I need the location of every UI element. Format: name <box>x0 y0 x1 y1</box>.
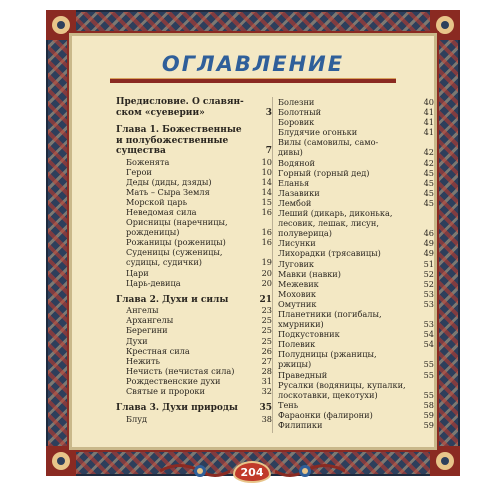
toc-entry-label: Филипики <box>278 420 323 430</box>
toc-entry-label: Глава 2. Духи и силы <box>116 294 229 305</box>
toc-entry-page: 21 <box>259 294 272 305</box>
toc-entry <box>116 237 272 247</box>
toc-entry <box>116 247 272 257</box>
toc-entry-page: 46 <box>423 228 434 239</box>
toc-entry <box>116 227 272 237</box>
toc-entry-label: Водяной <box>278 157 315 168</box>
toc-entry-page: 55 <box>423 359 434 370</box>
toc-entry <box>116 386 272 396</box>
toc-entry <box>116 396 272 403</box>
toc-entry <box>278 127 434 137</box>
toc-entry-label: лесовик, лешак, лисун, <box>278 218 379 229</box>
toc-entry <box>278 329 434 339</box>
toc-entry-page: 10 <box>261 156 272 167</box>
toc-entry-label: Вилы (самовилы, само- <box>278 137 379 148</box>
toc-entry-page: 41 <box>423 127 434 138</box>
toc-entry-label: Боженята <box>126 156 170 167</box>
toc-entry-label: Суденицы (суженицы, <box>126 247 223 258</box>
toc-entry <box>278 259 434 269</box>
toc-entry-page: 26 <box>261 345 272 356</box>
toc-entry-page: 3 <box>265 107 272 118</box>
toc-entry <box>116 295 272 306</box>
toc-entry <box>116 187 272 197</box>
toc-entry <box>278 248 434 258</box>
toc-entry-label: Полевик <box>278 339 316 350</box>
toc-entry-page: 45 <box>423 177 434 188</box>
toc-entry <box>116 278 272 288</box>
toc-entry-page: 31 <box>261 375 272 386</box>
toc-entry-page: 40 <box>423 97 434 107</box>
toc-entry-label: Крестная сила <box>126 345 190 356</box>
toc-entry-label: Предисловие. О славян- <box>116 97 244 107</box>
toc-entry-page: 38 <box>261 413 272 424</box>
toc-entry <box>278 147 434 157</box>
toc-entry <box>278 208 434 218</box>
toc-entry <box>116 288 272 295</box>
toc-entry-page: 32 <box>261 385 272 396</box>
toc-entry-page: 41 <box>423 117 434 128</box>
toc-entry-page: 25 <box>261 335 272 346</box>
toc-entry-label: Еланья <box>278 177 310 188</box>
toc-entry-label: Нежить <box>126 355 160 366</box>
toc-entry <box>278 107 434 117</box>
toc-entry <box>116 136 272 147</box>
toc-entry-label: Омутник <box>278 298 317 309</box>
toc-entry-label: Луговик <box>278 258 315 269</box>
toc-entry <box>116 167 272 177</box>
toc-entry-page: 27 <box>261 355 272 366</box>
toc-entry-label: Рождественские духи <box>126 375 221 386</box>
toc-entry-page: 45 <box>423 167 434 178</box>
toc-entry <box>116 177 272 187</box>
toc-entry-label: Межевик <box>278 278 319 289</box>
toc-entry-label: Мавки (навки) <box>278 268 341 279</box>
toc-entry <box>278 309 434 319</box>
toc-entry-label: ржицы) <box>278 359 312 370</box>
toc-entry-page: 35 <box>259 403 272 414</box>
toc-left-column <box>116 97 272 424</box>
toc-entry <box>278 117 434 127</box>
toc-entry-label: Неведомая сила <box>126 206 197 217</box>
bottom-ornament-icon <box>160 458 230 484</box>
toc-entry <box>116 207 272 217</box>
toc-entry <box>278 410 434 420</box>
toc-entry-label: Горный (горный дед) <box>278 167 370 178</box>
toc-entry-label: Лихорадки (трясавицы) <box>278 248 381 259</box>
toc-entry-page: 42 <box>423 147 434 158</box>
toc-entry-label: Архангелы <box>126 315 174 326</box>
toc-entry-label: Мать – Сыра Земля <box>126 186 210 197</box>
toc-entry-page: 45 <box>423 197 434 208</box>
toc-entry-label: Подкустовник <box>278 329 340 340</box>
toc-entry <box>116 157 272 167</box>
toc-entry <box>278 97 434 107</box>
toc-entry-label: Берегини <box>126 325 168 336</box>
toc-entry-label: Рожаницы (роженицы) <box>126 237 226 248</box>
toc-entry-label: хмурники) <box>278 319 324 330</box>
toc-entry-page: 53 <box>423 288 434 299</box>
toc-entry-label: Болезни <box>278 97 315 107</box>
toc-entry <box>116 366 272 376</box>
toc-entry <box>278 198 434 208</box>
toc-entry-label: Леший (дикарь, диконька, <box>278 208 393 219</box>
toc-right-column <box>278 97 434 430</box>
toc-entry-page: 51 <box>423 258 434 269</box>
toc-entry-label: Нечисть (нечистая сила) <box>126 365 235 376</box>
toc-entry-page: 59 <box>423 409 434 420</box>
toc-entry <box>278 319 434 329</box>
toc-entry <box>116 356 272 366</box>
toc-entry <box>278 420 434 430</box>
toc-entry <box>278 299 434 309</box>
toc-entry <box>116 146 272 157</box>
toc-entry <box>278 218 434 228</box>
toc-entry <box>278 158 434 168</box>
toc-entry-label: Моховик <box>278 288 317 299</box>
toc-entry-page: 14 <box>261 176 272 187</box>
toc-entry-page: 16 <box>261 237 272 248</box>
toc-entry <box>116 336 272 346</box>
toc-entry <box>116 97 272 108</box>
toc-entry-page: 25 <box>261 325 272 336</box>
toc-entry-page: 28 <box>261 365 272 376</box>
toc-entry <box>278 349 434 359</box>
toc-entry <box>278 238 434 248</box>
toc-entry-label: Глава 3. Духи природы <box>116 403 238 414</box>
toc-entry <box>116 197 272 207</box>
toc-entry-label: Русалки (водяницы, купалки, <box>278 379 406 390</box>
toc-entry <box>116 125 272 136</box>
toc-entry-page: 49 <box>423 248 434 259</box>
toc-entry-label: полуверица) <box>278 228 332 239</box>
toc-entry-label: рожденицы) <box>126 227 180 238</box>
toc-entry <box>116 403 272 414</box>
toc-entry-label: Блуд <box>126 413 148 424</box>
toc-entry <box>116 305 272 315</box>
toc-entry <box>116 346 272 356</box>
toc-entry-page: 41 <box>423 107 434 118</box>
page-number-badge: 204 <box>233 461 271 483</box>
toc-entry <box>278 228 434 238</box>
toc-entry-page: 58 <box>423 399 434 410</box>
toc-entry <box>278 339 434 349</box>
toc-entry-page: 25 <box>261 315 272 326</box>
toc-entry-label: Лисунки <box>278 238 316 249</box>
toc-entry-label: Фараонки (фалирони) <box>278 409 373 420</box>
toc-entry-page: 59 <box>423 420 434 430</box>
toc-entry <box>278 168 434 178</box>
toc-entry-page: 55 <box>423 389 434 400</box>
toc-entry <box>116 108 272 119</box>
toc-entry-label: судицы, судички) <box>126 257 202 268</box>
toc-entry-label: Тень <box>278 399 299 410</box>
page-title: ОГЛАВЛЕНИЕ <box>161 52 345 76</box>
toc-entry-label: Глава 1. Божественные <box>116 125 242 135</box>
toc-entry <box>116 268 272 278</box>
toc-entry-page: 20 <box>261 267 272 278</box>
toc-entry-page: 55 <box>423 369 434 380</box>
toc-entry-page: 15 <box>261 196 272 207</box>
toc-entry-label: ском «суеверии» <box>116 107 205 118</box>
toc-entry-page: 23 <box>261 305 272 316</box>
toc-entry-label: Орисницы (наречницы, <box>126 217 228 228</box>
toc-entry <box>278 380 434 390</box>
toc-entry <box>278 279 434 289</box>
toc-entry <box>278 359 434 369</box>
toc-entry-label: Праведный <box>278 369 328 380</box>
column-divider <box>272 97 273 433</box>
title-rule <box>110 78 396 83</box>
toc-entry-page: 16 <box>261 206 272 217</box>
toc-entry <box>278 188 434 198</box>
toc-entry <box>278 137 434 147</box>
toc-entry-label: Морской царь <box>126 196 188 207</box>
toc-entry-page: 10 <box>261 166 272 177</box>
toc-entry-page: 20 <box>261 277 272 288</box>
toc-entry <box>116 315 272 325</box>
toc-entry-label: Герои <box>126 166 152 177</box>
toc-entry-page: 16 <box>261 227 272 238</box>
toc-entry-page: 53 <box>423 298 434 309</box>
toc-entry <box>116 376 272 386</box>
toc-entry-page: 49 <box>423 238 434 249</box>
toc-entry-label: Полудницы (ржаницы, <box>278 349 377 360</box>
toc-entry <box>278 178 434 188</box>
toc-entry-label: Духи <box>126 335 148 346</box>
toc-entry-label: Царь-девица <box>126 277 181 288</box>
toc-entry-page: 14 <box>261 186 272 197</box>
toc-entry-page: 52 <box>423 278 434 289</box>
toc-entry-label: Святые и пророки <box>126 385 205 396</box>
toc-entry-label: Боровик <box>278 117 315 128</box>
toc-entry-label: Блудячие огоньки <box>278 127 358 138</box>
toc-entry <box>278 390 434 400</box>
toc-entry-page: 54 <box>423 339 434 350</box>
toc-entry-page: 54 <box>423 329 434 340</box>
toc-entry-label: существа <box>116 146 166 156</box>
toc-entry <box>116 257 272 267</box>
toc-entry-label: дивы) <box>278 147 303 158</box>
toc-entry-label: Планетники (погибалы, <box>278 308 382 319</box>
toc-entry-label: и полубожественные <box>116 135 229 146</box>
toc-entry-label: Лазавики <box>278 187 320 198</box>
toc-entry <box>116 217 272 227</box>
toc-entry-label: Болотный <box>278 107 322 118</box>
toc-entry-label: Цари <box>126 267 149 278</box>
toc-entry <box>116 325 272 335</box>
toc-entry-label: Деды (диды, дзяды) <box>126 176 212 187</box>
toc-entry-page: 7 <box>265 146 272 156</box>
toc-entry-page: 53 <box>423 319 434 330</box>
toc-entry-page: 42 <box>423 157 434 168</box>
toc-entry <box>278 370 434 380</box>
toc-entry <box>116 118 272 125</box>
toc-entry <box>278 269 434 279</box>
toc-entry <box>116 414 272 424</box>
toc-entry <box>278 289 434 299</box>
toc-entry-label: лоскотавки, щекотухи) <box>278 389 378 400</box>
bottom-ornament-icon <box>275 458 345 484</box>
toc-entry-label: Лембой <box>278 197 312 208</box>
toc-entry-page: 19 <box>261 257 272 268</box>
toc-entry-page: 52 <box>423 268 434 279</box>
toc-entry-page: 45 <box>423 187 434 198</box>
toc-entry-label: Ангелы <box>126 305 159 316</box>
toc-entry <box>278 400 434 410</box>
